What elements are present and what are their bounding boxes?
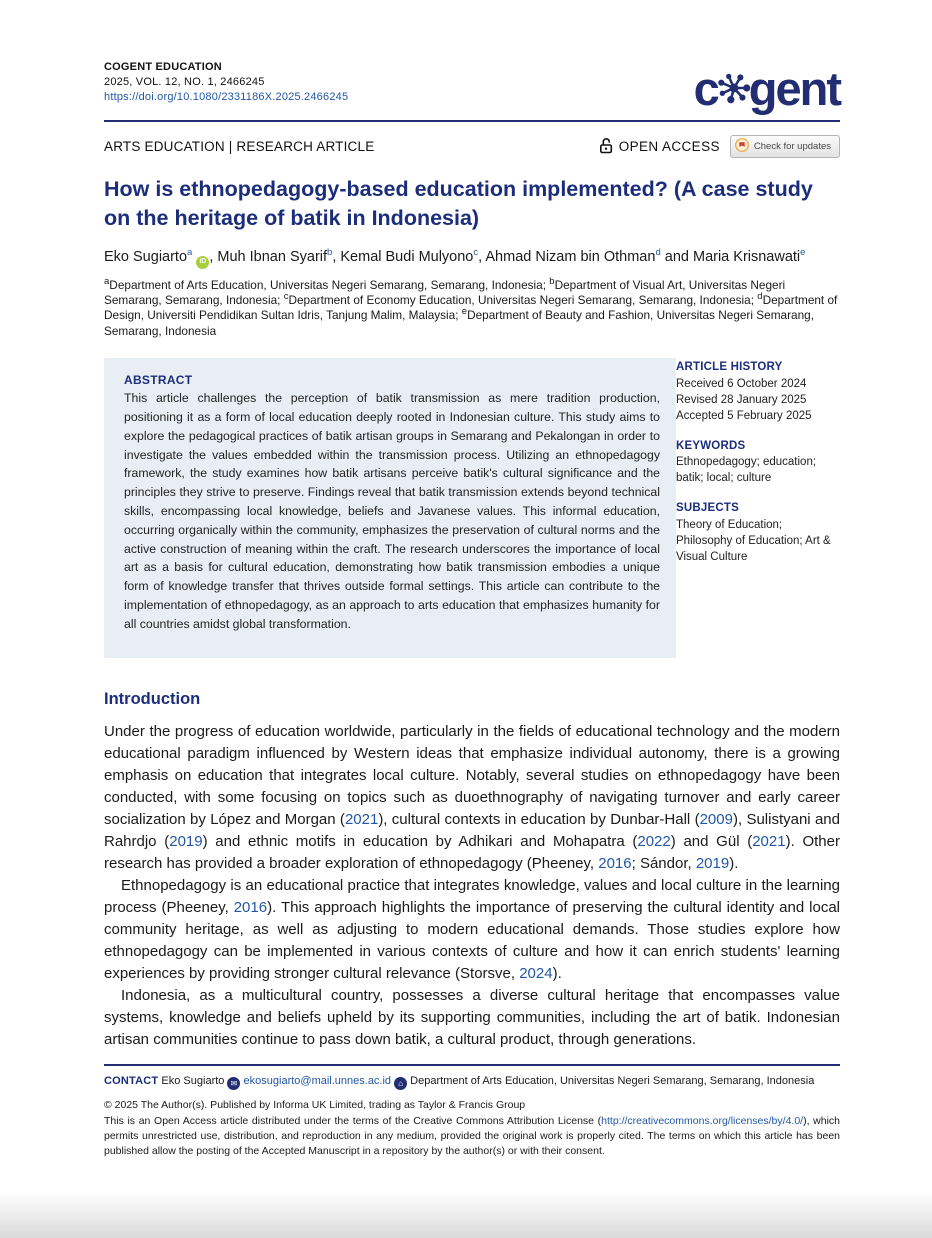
keywords-text: Ethnopedagogy; education; batik; local; culture (676, 456, 817, 485)
subjects-text: Theory of Education; Philosophy of Education; Art & Visual Culture (676, 518, 831, 563)
footer-divider (104, 1064, 840, 1066)
affiliations (104, 275, 840, 339)
text-segment: ). Other research has provided a broader exploration of ethnopedagogy (Pheeney, (104, 832, 840, 872)
keywords-block (676, 439, 840, 488)
author-affiliation-ref[interactable]: d (655, 247, 661, 259)
accepted-date: Accepted 5 February 2025 (676, 409, 812, 422)
article-meta-sidebar (676, 358, 840, 658)
text-segment: a (104, 275, 110, 287)
open-access-label: OPEN ACCESS (618, 139, 720, 154)
author-affiliation-ref[interactable]: b (327, 247, 333, 259)
contact-label: CONTACT (104, 1074, 159, 1087)
section-label: ARTS EDUCATION | RESEARCH ARTICLE (104, 139, 375, 154)
text-segment: ). This approach highlights the importance of preserving the cultural identity and local community heritage, as well as adjusting to modern educational demands. Those studies explore how ethnopedagogy can be implemented in various contexts of culture and how it can enrich students' learning experiences by providing stronger cultural relevance (Storsve, (104, 898, 841, 982)
cogent-logo (694, 64, 840, 113)
text-segment: ), which permits unrestricted use, distribution, and reproduction in any medium, provided the original work is properly cited. The terms on which this article has been published allow the posting of the Accepted Manuscript in a repository by the author(s) or with their consent. (104, 1115, 840, 1157)
text-segment: and Maria Krisnawati (660, 249, 801, 266)
text-segment: Indonesia, as a multicultural country, possesses a diverse cultural heritage that encompasses value systems, knowledge and beliefs upheld by its supporting communities, including the art of batik. Indonesian artisan communities continue to pass down batik, a cultural product, through generations. (104, 986, 840, 1048)
text-segment: Department of Visual Art, Universitas Negeri Semarang, Semarang, Indonesia; (104, 277, 786, 308)
open-padlock-icon (599, 137, 614, 157)
citation-link[interactable]: 2021 (344, 810, 379, 828)
intro-paragraph-1 (104, 721, 840, 875)
abstract-box (104, 358, 676, 658)
check-for-updates-button[interactable] (730, 135, 840, 158)
text-segment: Under the progress of education worldwide, particularly in the fields of educational technology and the modern educational paradigm influenced by Western ideas that emphasize individual autonomy, there is a growing emphasis on education that integrates local culture. Notably, several studies on ethnopedagogy have been conducted, with some focusing on topics such as duoethnography of navigating turnover and early career socialization by López and Morgan ( (104, 722, 840, 828)
orcid-icon[interactable]: iD (196, 256, 209, 269)
citation-link[interactable]: 2022 (637, 832, 671, 850)
license-link[interactable]: http://creativecommons.org/licenses/by/4.0/ (601, 1115, 804, 1128)
abstract-section (104, 358, 840, 658)
subjects-block (676, 501, 840, 565)
subjects-heading: SUBJECTS (676, 502, 739, 515)
cogent-asterisk-icon (716, 66, 752, 113)
text-segment: Ethnopedagogy is an educational practice that integrates knowledge, values and local culture in the learning process (Pheeney, (104, 876, 840, 916)
text-segment: , Ahmad Nizam bin Othman (478, 249, 656, 266)
text-segment: Eko Sugiarto (161, 1074, 228, 1087)
issue-line: 2025, VOL. 12, NO. 1, 2466245 (104, 76, 265, 88)
text-segment: d (757, 291, 763, 303)
journal-name: COGENT EDUCATION (104, 61, 222, 73)
author-list (104, 247, 840, 269)
text-segment: , Kemal Budi Mulyono (332, 249, 474, 266)
text-segment: c (283, 291, 289, 303)
envelope-icon: ✉ (227, 1077, 240, 1090)
article-title: How is ethnopedagogy-based education implemented? (A case study on the heritage of batik in Indonesia) (104, 177, 813, 230)
access-badges (599, 135, 840, 158)
keywords-heading: KEYWORDS (676, 439, 746, 452)
text-segment: ). (552, 964, 562, 982)
check-for-updates-label: Check for updates (753, 141, 831, 152)
text-segment: ) and Gül ( (670, 832, 753, 850)
author-affiliation-ref[interactable]: e (800, 247, 806, 259)
citation-link[interactable]: 2016 (233, 898, 268, 916)
header-divider (104, 120, 840, 122)
journal-header (104, 60, 840, 113)
text-segment: ), Sulistyani and Rahrdjo ( (104, 810, 840, 850)
text-segment: Department of Design, Universiti Pendidikan Sultan Idris, Tanjung Malim, Malaysia; (104, 293, 838, 323)
intro-paragraph-3 (104, 985, 840, 1051)
building-icon: ⌂ (394, 1077, 407, 1090)
doi-link[interactable]: https://doi.org/10.1080/2331186X.2025.2466245 (104, 91, 349, 103)
contact-details (161, 1075, 814, 1087)
abstract-heading: ABSTRACT (124, 373, 193, 388)
text-segment: , Muh Ibnan Syarif (209, 249, 328, 266)
logo-text-right: gent (748, 62, 840, 115)
text-segment: ). (729, 854, 739, 872)
copyright-line: © 2025 The Author(s). Published by Informa UK Limited, trading as Taylor & Francis Group (104, 1099, 526, 1112)
contact-line (104, 1073, 840, 1091)
citation-link[interactable]: 2009 (699, 810, 733, 828)
author-affiliation-ref[interactable]: a (187, 247, 193, 259)
text-segment: e (461, 306, 468, 318)
text-segment: Department of Arts Education, Universitas Negeri Semarang, Semarang, Indonesia; (109, 277, 550, 292)
text-segment: ; Sándor, (631, 854, 696, 872)
received-date: Received 6 October 2024 (676, 377, 807, 390)
revised-date: Revised 28 January 2025 (676, 393, 807, 406)
article-history-heading: ARTICLE HISTORY (676, 361, 783, 374)
citation-link[interactable]: 2019 (695, 854, 730, 872)
open-access-group (599, 137, 720, 157)
license-paragraph (104, 1114, 840, 1158)
text-segment: This is an Open Access article distributed under the terms of the Creative Commons Attribution License ( (104, 1115, 602, 1128)
article-type-bar (104, 135, 840, 158)
logo-text-left: c (693, 62, 718, 115)
intro-paragraph-2 (104, 875, 840, 985)
text-segment: Department of Beauty and Fashion, Universitas Negeri Semarang, Semarang, Indonesia (104, 308, 814, 338)
citation-link[interactable]: 2021 (752, 832, 786, 850)
text-segment: ), cultural contexts in education by Dunbar-Hall ( (378, 810, 700, 828)
introduction-heading: Introduction (104, 689, 201, 708)
abstract-text: This article challenges the perception of batik transmission as mere tradition production, positioning it as a form of local education deeply rooted in Indonesian culture. This study aims to explore the pedagogical practices of batik artisan groups in Semarang and Pekalongan in order to investigate the values embedded within the transmission process. Utilizing an ethnopedagogy framework, the study examines how batik artisans perceive batik's cultural significance and the principles they strive to preserve. Findings reveal that batik transmission extends beyond technical skills, encompassing local knowledge, beliefs and Javanese values. This informal education, occurring organically within the community, emphasizes the preservation of cultural norms and the active construction of meaning within the craft. The research underscores the importance of local art as a basis for cultural education, demonstrating how batik transmission embodies a unique form of knowledge transfer that thrives outside formal settings. This article can contribute to the implementation of ethnopedagogy, as an approach to arts education that emphasizes humanity for all countries amidst global transformation. (124, 391, 660, 631)
article-history-block (676, 360, 840, 424)
text-segment: ) and ethnic motifs in education by Adhikari and Mohapatra ( (202, 832, 638, 850)
crossmark-icon (735, 138, 749, 155)
citation-link[interactable]: 2024 (519, 964, 553, 982)
citation-link[interactable]: 2019 (169, 832, 203, 850)
citation-link[interactable]: 2016 (598, 854, 632, 872)
text-segment: Department of Arts Education, Universitas Negeri Semarang, Semarang, Indonesia (407, 1074, 815, 1087)
text-segment: Department of Economy Education, Universitas Negeri Semarang, Semarang, Indonesia; (288, 293, 758, 308)
page-bottom-shadow (0, 1192, 932, 1238)
author-affiliation-ref[interactable]: c (473, 247, 479, 259)
journal-info (104, 60, 348, 105)
email-link[interactable]: ekosugiarto@mail.unnes.ac.id (243, 1074, 392, 1087)
text-segment: b (549, 275, 555, 287)
text-segment: Eko Sugiarto (104, 249, 188, 266)
